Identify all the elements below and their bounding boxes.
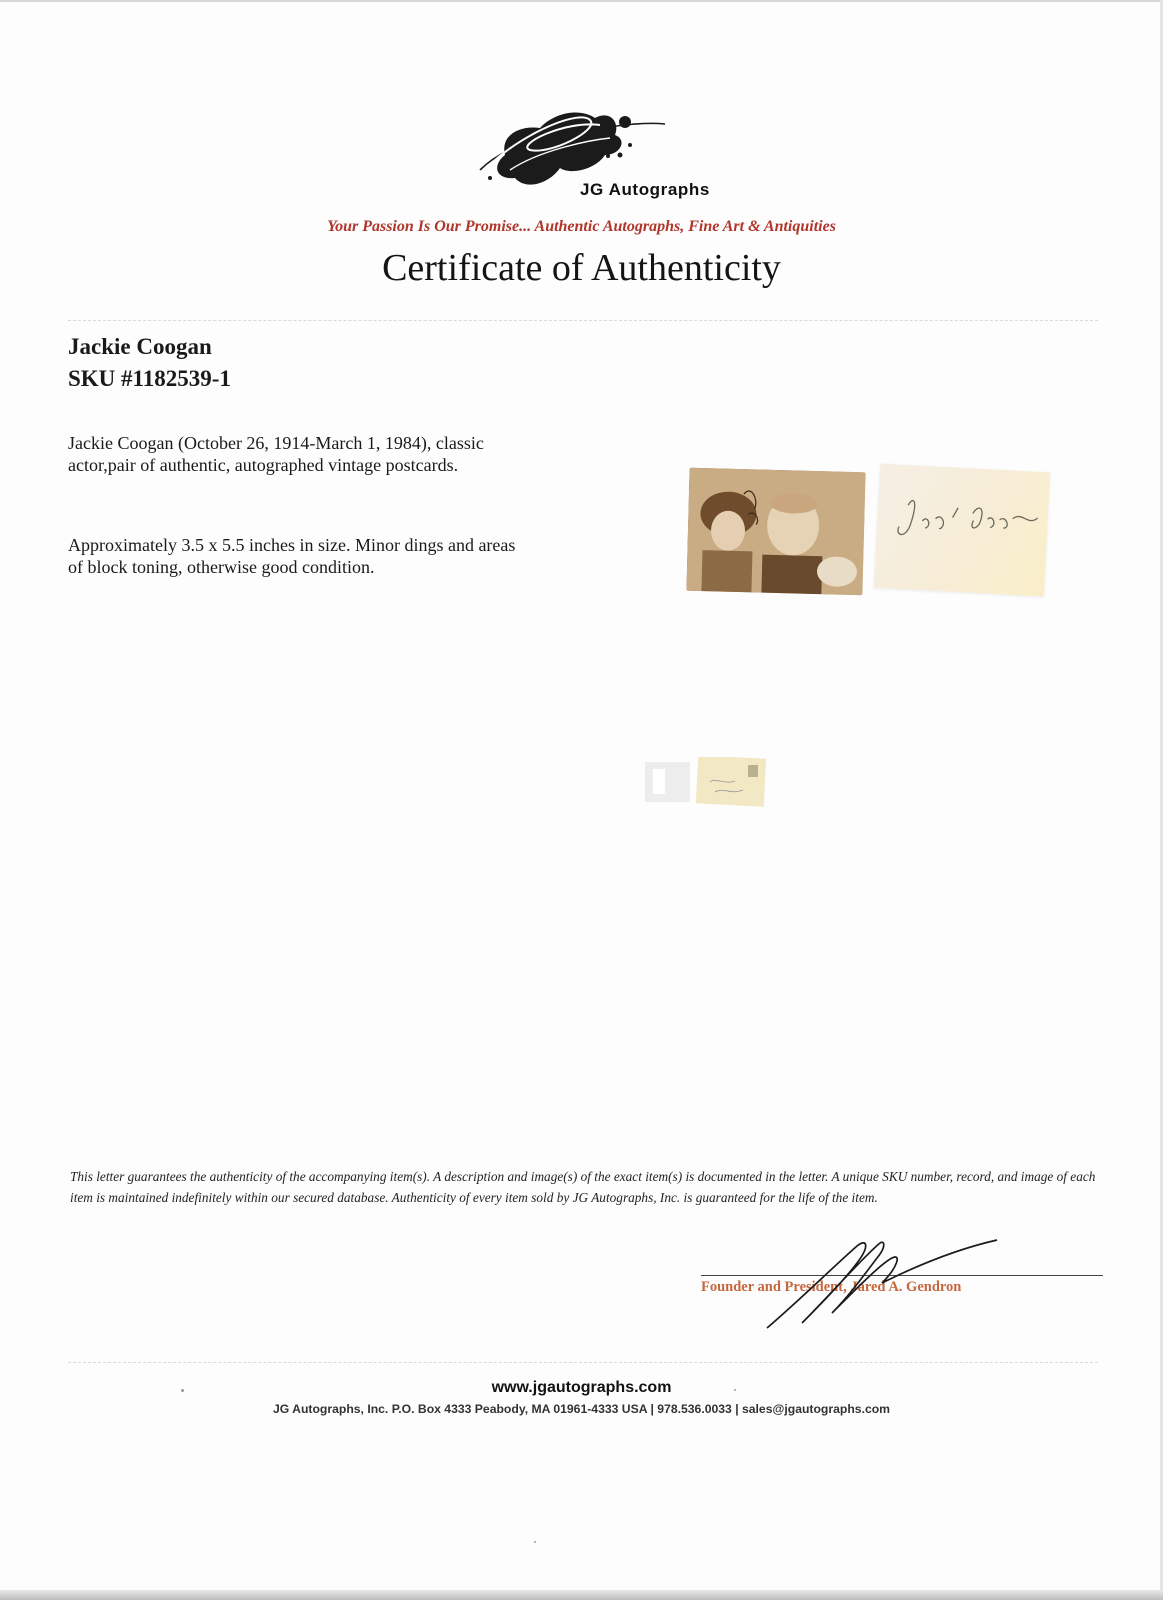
item-description: Jackie Coogan (October 26, 1914-March 1, 1984), classic actor,pair of authentic, autographed vintage postcards. [68, 433, 484, 475]
certificate-title: Certificate of Authenticity [382, 247, 781, 289]
bottom-edge [0, 1590, 1163, 1600]
item-thumbnails [645, 757, 780, 812]
header-divider [68, 320, 1098, 321]
item-sku: SKU #1182539-1 [68, 366, 231, 391]
postcard-photo-image [686, 468, 865, 596]
item-photo-postcard [686, 468, 865, 596]
brand-name: JG Autographs [580, 180, 710, 199]
company-website[interactable]: www.jgautographs.com [491, 1379, 672, 1396]
item-name: Jackie Coogan [68, 334, 212, 359]
item-condition: Approximately 3.5 x 5.5 inches in size. Minor dings and areas of block toning, otherwise good condition. [68, 535, 516, 577]
founder-signature [762, 1228, 1002, 1338]
jackie-coogan-signature-image [874, 464, 1050, 597]
scan-speck [534, 1541, 536, 1543]
scan-speck [734, 1389, 736, 1391]
item-photo-signed-card [874, 464, 1050, 597]
brand-tagline: Your Passion Is Our Promise... Authentic Autographs, Fine Art & Antiquities [327, 218, 836, 235]
authenticity-disclaimer: This letter guarantees the authenticity of the accompanying item(s). A description and image(s) of the exact item(s) is documented in the letter. A unique SKU number, record, and image of each item is maintained indefinitely within our secured database. Authenticity of every item sold by JG Autographs, Inc. is guaranteed for the life of the item. [70, 1169, 1096, 1205]
footer-divider [68, 1362, 1098, 1363]
company-address: JG Autographs, Inc. P.O. Box 4333 Peabody, MA 01961-4333 USA | 978.536.0033 | sales@jgautographs.com [272, 1402, 891, 1416]
top-edge [0, 0, 1163, 2]
signatory-title: Founder and President, Jared A. Gendron [701, 1279, 962, 1295]
scan-speck [181, 1389, 184, 1392]
